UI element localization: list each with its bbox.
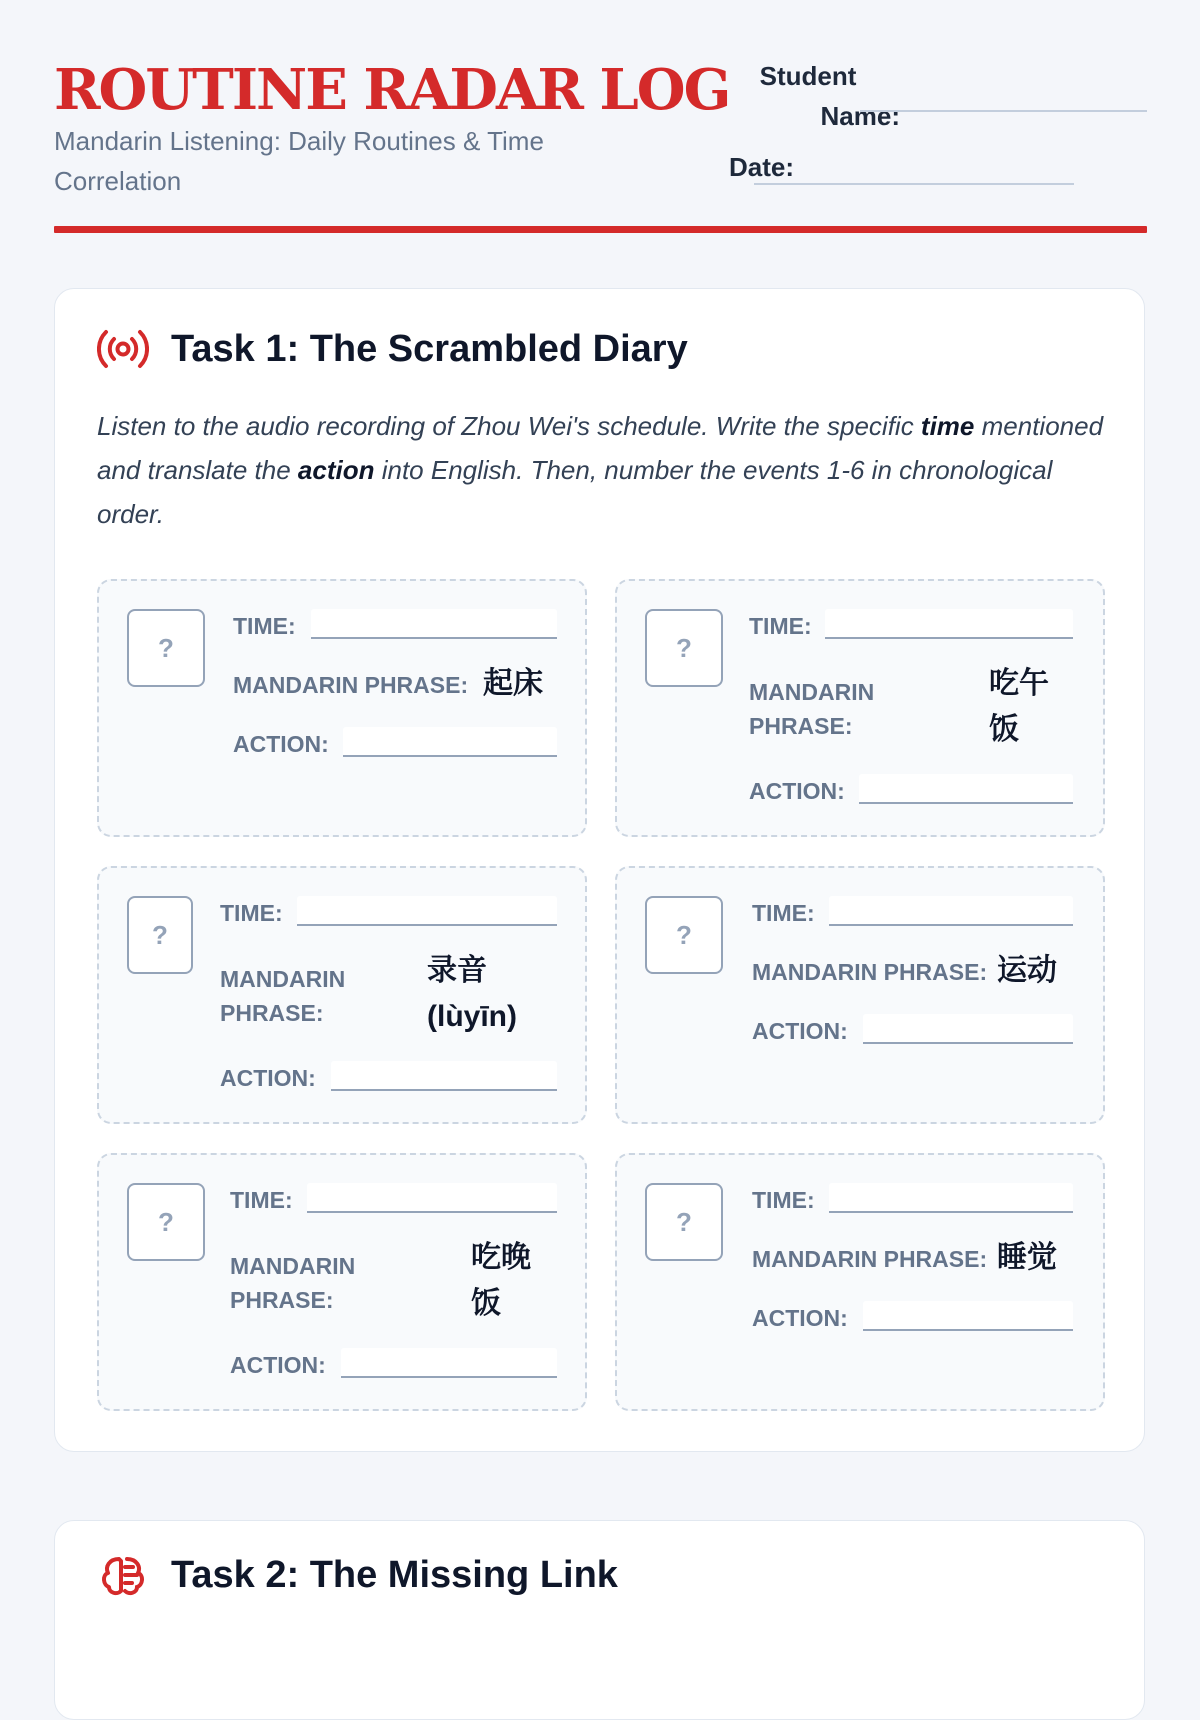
event-card-6 [615,1153,1105,1411]
action-input[interactable] [331,1061,557,1091]
phrase-label-line1: MANDARIN [749,679,875,705]
action-label: ACTION: [230,1352,326,1378]
action-input[interactable] [341,1348,557,1378]
phrase-label-line1: MANDARIN [220,966,346,992]
action-label: ACTION: [220,1065,316,1091]
student-name-label [716,56,900,136]
instructions-text-3: into English. Then, number the events 1-6 in chronological order. [97,455,1053,529]
phrase-label-line1: MANDARIN [230,1253,356,1279]
time-input[interactable] [311,609,557,639]
task1-card [54,288,1145,1452]
phrase-label-line2: PHRASE: [749,713,853,739]
student-label-line1: Student [759,61,857,91]
phrase-label: MANDARIN PHRASE: [752,959,988,985]
worksheet-subtitle: Mandarin Listening: Daily Routines & Time Correlation [54,126,544,196]
event-card-2 [615,579,1105,837]
mandarin-phrase: 运动 [997,954,1057,987]
phrase-label [220,962,345,1030]
task2-title: Task 2: The Missing Link [171,1553,618,1596]
student-name-field[interactable] [860,110,1147,112]
action-input[interactable] [863,1301,1073,1331]
mandarin-phrase: 起床 [483,667,543,700]
worksheet-page [54,0,1147,236]
instructions-bold-time: time [920,411,975,441]
phrase-line1: 吃午 [989,667,1049,700]
phrase-line2: 饭 [471,1287,501,1320]
time-input[interactable] [829,896,1073,926]
action-label: ACTION: [233,731,329,757]
time-label: TIME: [230,1187,293,1213]
order-number-box[interactable]: ? [645,896,723,974]
order-number-box[interactable]: ? [127,896,193,974]
event-card-3 [97,866,587,1124]
phrase-label: MANDARIN PHRASE: [233,672,469,698]
task1-title: Task 1: The Scrambled Diary [171,327,688,370]
event-card-4 [615,866,1105,1124]
phrase-line1: 吃晚 [471,1241,531,1274]
time-input[interactable] [307,1183,557,1213]
action-label: ACTION: [749,778,845,804]
task1-heading [97,327,688,371]
time-label: TIME: [220,900,283,926]
phrase-line2: (lùyīn) [427,1000,517,1033]
action-label: ACTION: [752,1305,848,1331]
phrase-label [749,675,874,743]
time-label: TIME: [752,900,815,926]
time-input[interactable] [829,1183,1073,1213]
time-label: TIME: [752,1187,815,1213]
event-card-5 [97,1153,587,1411]
order-number-box[interactable]: ? [127,609,205,687]
action-input[interactable] [859,774,1073,804]
action-label: ACTION: [752,1018,848,1044]
action-input[interactable] [863,1014,1073,1044]
time-input[interactable] [297,896,557,926]
student-label-line2: Name: [820,101,900,131]
broadcast-icon [97,327,149,371]
instructions-text-1: Listen to the audio recording of Zhou Wei's schedule. Write the specific [97,411,921,441]
header-divider [54,226,1147,233]
mandarin-phrase [427,948,517,1040]
task2-heading [97,1553,618,1597]
task2-card [54,1520,1145,1720]
worksheet-header [54,0,1147,236]
phrase-label-line2: PHRASE: [220,1000,324,1026]
worksheet-title: ROUTINE RADAR LOG [54,57,730,123]
phrase-line1: 录音 [427,954,487,987]
date-label: Date: [728,152,794,182]
mandarin-phrase [471,1235,531,1327]
instructions-text-2: mentioned and translate the [97,411,1104,485]
phrase-label: MANDARIN PHRASE: [752,1246,988,1272]
brain-icon [97,1553,149,1597]
phrase-line2: 饭 [989,713,1019,746]
phrase-label [230,1249,355,1317]
order-number-box[interactable]: ? [645,1183,723,1261]
time-label: TIME: [749,613,812,639]
event-card-1 [97,579,587,837]
instructions-bold-action: action [297,455,375,485]
order-number-box[interactable]: ? [127,1183,205,1261]
mandarin-phrase: 睡觉 [997,1241,1057,1274]
action-input[interactable] [343,727,557,757]
mandarin-phrase [989,661,1049,753]
task1-instructions [97,404,1107,536]
time-input[interactable] [825,609,1073,639]
time-label: TIME: [233,613,296,639]
phrase-label-line2: PHRASE: [230,1287,334,1313]
order-number-box[interactable]: ? [645,609,723,687]
date-field[interactable] [754,183,1074,185]
